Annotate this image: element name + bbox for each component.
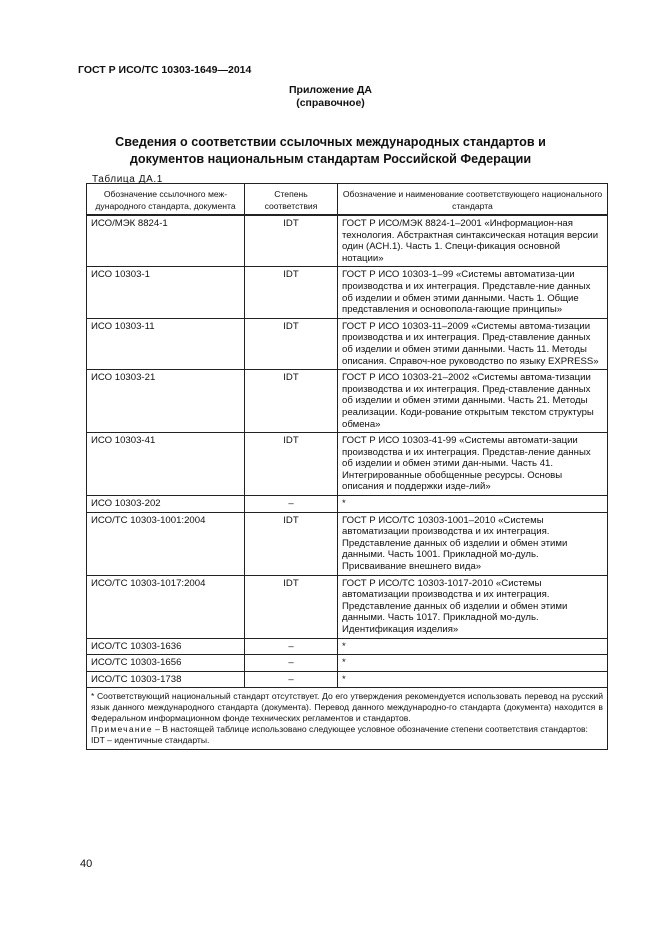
- correspondence-table: [86, 183, 608, 750]
- document-header: ГОСТ Р ИСО/ТС 10303-1649—2014: [78, 64, 252, 76]
- table-caption: Таблица ДА.1: [92, 174, 163, 185]
- row-degree: IDT: [245, 433, 338, 496]
- row-degree: IDT: [245, 575, 338, 638]
- section-title-line-2: документов национальным стандартам Российской Федерации: [129, 152, 532, 166]
- row-national-standard: *: [338, 671, 608, 688]
- row-degree: IDT: [245, 215, 338, 267]
- row-national-standard: *: [338, 638, 608, 655]
- row-reference-standard: ИСО/ТС 10303-1738: [87, 671, 245, 688]
- section-title-line-1: Сведения о соответствии ссылочных международных стандартов и: [115, 135, 546, 149]
- row-national-standard: ГОСТ Р ИСО 10303-11–2009 «Системы автома-тизации производства и их интеграция. Пред-ставление данных об изделии и обмен этими данными. Часть 11. Методы описания. Справоч-ное руководство по языку EXPRESS»: [338, 318, 608, 369]
- table-row: [87, 215, 608, 267]
- row-degree: IDT: [245, 512, 338, 575]
- table-row: [87, 370, 608, 433]
- table-row: [87, 575, 608, 638]
- row-national-standard: ГОСТ Р ИСО 10303-21–2002 «Системы автома-тизации производства и их интеграция. Пред-ставление данных об изделии и обмен этими данными. Часть 21. Методы реализации. Коди-рование открытым текстом структуры обмена»: [338, 370, 608, 433]
- appendix-title: Приложение ДА: [289, 84, 372, 96]
- row-degree: –: [245, 638, 338, 655]
- row-national-standard: ГОСТ Р ИСО 10303-1–99 «Системы автоматиза-ции производства и их интеграция. Представле-ние данных об изделии и обмен этими данными. Часть 1. Общие представления и основопола-гающие принципы»: [338, 267, 608, 318]
- table-row: [87, 671, 608, 688]
- row-reference-standard: ИСО/ТС 10303-1017:2004: [87, 575, 245, 638]
- table-row: [87, 267, 608, 318]
- table-header-row: [87, 184, 608, 216]
- row-degree: IDT: [245, 267, 338, 318]
- appendix-subtitle: (справочное): [296, 97, 365, 109]
- table-row: [87, 433, 608, 496]
- row-reference-standard: ИСО 10303-1: [87, 267, 245, 318]
- row-reference-standard: ИСО/ТС 10303-1656: [87, 655, 245, 672]
- section-title: [0, 134, 661, 168]
- row-national-standard: *: [338, 496, 608, 513]
- row-reference-standard: ИСО 10303-11: [87, 318, 245, 369]
- footnote: * Соответствующий национальный стандарт отсутствует. До его утверждения рекомендуется использовать перевод на русский язык данного международного стандарта (документа). Перевод данного международно-го стандарта (документа) находится в Федеральном информационном фонде технических регламентов и стандартов.: [91, 691, 603, 723]
- row-reference-standard: ИСО 10303-21: [87, 370, 245, 433]
- note-paragraph: [91, 724, 603, 735]
- table-row: [87, 638, 608, 655]
- page-number: 40: [80, 858, 93, 870]
- row-national-standard: ГОСТ Р ИСО/ТС 10303-1017-2010 «Системы автоматизации производства и их интеграция. Представление данных об изделии и обмен этими данными. Часть 1017. Прикладной мо-дуль. Идентификация изделия»: [338, 575, 608, 638]
- table-row: [87, 318, 608, 369]
- row-degree: –: [245, 671, 338, 688]
- row-national-standard: *: [338, 655, 608, 672]
- note-text: – В настоящей таблице использовано следующее условное обозначение степени соответствия стандартов:: [152, 723, 588, 734]
- notes-row: [87, 688, 608, 750]
- row-reference-standard: ИСО/ТС 10303-1636: [87, 638, 245, 655]
- note-label: Примечание: [91, 723, 153, 734]
- row-national-standard: ГОСТ Р ИСО/ТС 10303-1001–2010 «Системы автоматизации производства и их интеграция. Представление данных об изделии и обмен этими данными. Часть 1001. Прикладной мо-дуль. Присваивание внешнего вида»: [338, 512, 608, 575]
- table-row: [87, 655, 608, 672]
- table-row: [87, 496, 608, 513]
- header-national-standard: Обозначение и наименование соответствующего национального стандарта: [338, 184, 608, 216]
- header-degree-of-correspondence: Степень соответствия: [245, 184, 338, 216]
- row-reference-standard: ИСО/МЭК 8824-1: [87, 215, 245, 267]
- row-degree: IDT: [245, 318, 338, 369]
- row-national-standard: ГОСТ Р ИСО 10303-41-99 «Системы автомати-зации производства и их интеграция. Представ-ление данных об изделии и обмен этими дан-ными. Часть 41. Интегрированные обобщенные ресурсы. Основы описания и поддержки изде-лий»: [338, 433, 608, 496]
- header-reference-standard: Обозначение ссылочного меж-дународного стандарта, документа: [87, 184, 245, 216]
- table-body: [87, 215, 608, 688]
- row-degree: –: [245, 655, 338, 672]
- idt-legend: IDT – идентичные стандарты.: [91, 734, 210, 745]
- row-national-standard: ГОСТ Р ИСО/МЭК 8824-1–2001 «Информацион-ная технология. Абстрактная синтаксическая нотация версии один (АСН.1). Часть 1. Специ-фикация основной нотации»: [338, 215, 608, 267]
- row-reference-standard: ИСО 10303-202: [87, 496, 245, 513]
- table-row: [87, 512, 608, 575]
- row-reference-standard: ИСО 10303-41: [87, 433, 245, 496]
- appendix-heading: [0, 84, 661, 110]
- notes-cell: [87, 688, 608, 750]
- row-degree: IDT: [245, 370, 338, 433]
- row-reference-standard: ИСО/ТС 10303-1001:2004: [87, 512, 245, 575]
- row-degree: –: [245, 496, 338, 513]
